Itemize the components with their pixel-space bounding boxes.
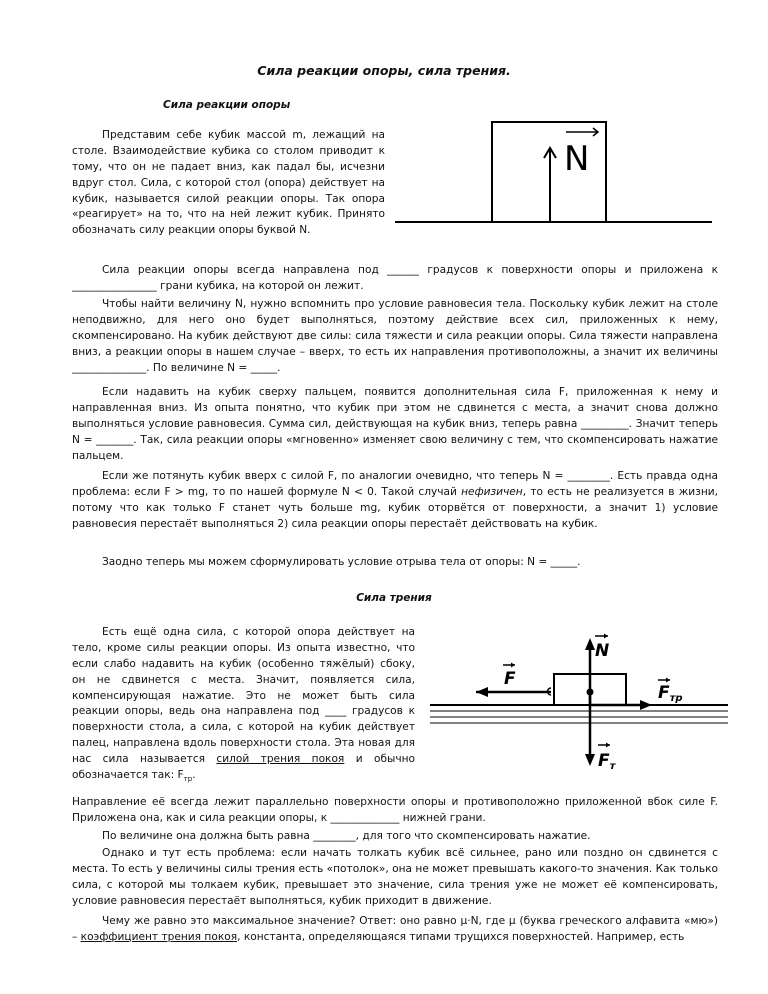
term-static-friction-coefficient: коэффициент трения покоя (80, 930, 238, 943)
normal-force-diagram (395, 112, 715, 236)
paragraph-friction-coefficient: Чему же равно это максимальное значение? Ответ: оно равно μ·N, где μ (буква греческого алфавита «мю») – коэффициент трения покоя, константа, определяющаяся типами трущихся поверхностей. Например, есть (72, 915, 718, 943)
label-normal-force: N (595, 641, 610, 661)
paragraph-detach-condition: Заодно теперь мы можем сформулировать условие отрыва тела от опоры: N = _____. (102, 556, 581, 568)
label-gravity-force: Fт (598, 751, 616, 772)
friction-diagram (428, 628, 728, 788)
paragraph-friction-limit: Однако и тут есть проблема: если начать толкать кубик всё сильнее, рано или поздно он сдвинется с места. То есть у величины силы трения есть «потолок», она не может превышать какого-то значения. Как только сила, с которой мы толкаем кубик, превышает это значение, сила трения уже не может её компенсировать, условие равновесия перестаёт выполняться, кубик приходит в движение. (72, 847, 718, 907)
paragraph-direction: Сила реакции опоры всегда направлена под ______ градусов к поверхности опоры и приложена к ________________ грани кубика, на которой он лежит. (72, 264, 718, 292)
diagram-n-label: N (564, 139, 590, 179)
paragraph-friction-magnitude: По величине она должна быть равна ________, для того что скомпенсировать нажатие. (102, 830, 591, 842)
label-friction-force: Fтр (658, 683, 683, 704)
paragraph-finger-press: Если надавить на кубик сверху пальцем, появится дополнительная сила F, приложенная к нему и направленная вниз. Из опыта понятно, что кубик при этом не сдвинется с места, а значит снова должно выполняться условие равновесия. Сумма сил, действующая на кубик вниз, теперь равна _________. Значит теперь N = _______. Так, сила реакции опоры «мгновенно» изменяет свою величину с тем, что скомпенсировать нажатие пальцем. (72, 386, 718, 462)
label-push-force: F (504, 669, 516, 689)
paragraph-friction-direction: Направление её всегда лежит параллельно поверхности опоры и противоположно приложенной вбок силе F. Приложена она, как и сила реакции опоры, к _____________ нижней грани. (72, 796, 718, 824)
paragraph-equilibrium: Чтобы найти величину N, нужно вспомнить про условие равновесия тела. Поскольку кубик лежит на столе неподвижно, для него оно будет выполняться, поэтому действие всех сил, приложенных к нему, скомпенсировано. На кубик действуют две силы: сила тяжести и сила реакции опоры. Сила тяжести направлена вниз, а реакции опоры в нашем случае – вверх, то есть их направления противоположны, а значит их величины ______________. По величине N = _____. (72, 298, 718, 374)
paragraph-intro-friction: Есть ещё одна сила, с которой опора действует на тело, кроме силы реакции опоры. Из опыта известно, что если слабо надавить на кубик (особенно тяжёлый) сбоку, он не сдвинется с места. Значит, появляется сила, компенсирующая нажатие. Это не может быть сила реакции опоры, ведь она направлена под ____ градусов к поверхности стола, а сила, с которой на кубик действует палец, направлена вдоль поверхности стола. Эта новая для нас сила называется силой трения покоя и обычно обозначается так: $F_{тр}$. (72, 626, 416, 784)
paragraph-intro-normal-force: Представим себе кубик массой m, лежащий на столе. Взаимодействие кубика со столом приводит к тому, что он не падает вниз, как падал бы, исчезни вдруг стол. Сила, с которой стол (опора) действует на кубик, называется силой реакции опоры. Так опора «реагирует» на то, что на ней лежит кубик. Принято обозначать силу реакции опоры буквой N. (72, 129, 385, 237)
section-heading-normal-force: Сила реакции опоры (163, 99, 291, 111)
page-title: Сила реакции опоры, сила трения. (257, 63, 511, 78)
term-static-friction: силой трения покоя (216, 753, 345, 766)
term-nonphysical: нефизичен (461, 485, 523, 498)
section-heading-friction: Сила трения (356, 592, 432, 604)
paragraph-pull-up: Если же потянуть кубик вверх с силой F, по аналогии очевидно, что теперь N = ________. Есть правда одна проблема: если F > mg, то по нашей формуле N < 0. Такой случай нефизичен, то есть не реализуется в жизни, потому что как только F станет чуть больше mg, кубик оторвётся от поверхности, а значит 1) условие равновесия перестаёт выполняться 2) сила реакции опоры перестаёт действовать на кубик. (72, 470, 718, 530)
